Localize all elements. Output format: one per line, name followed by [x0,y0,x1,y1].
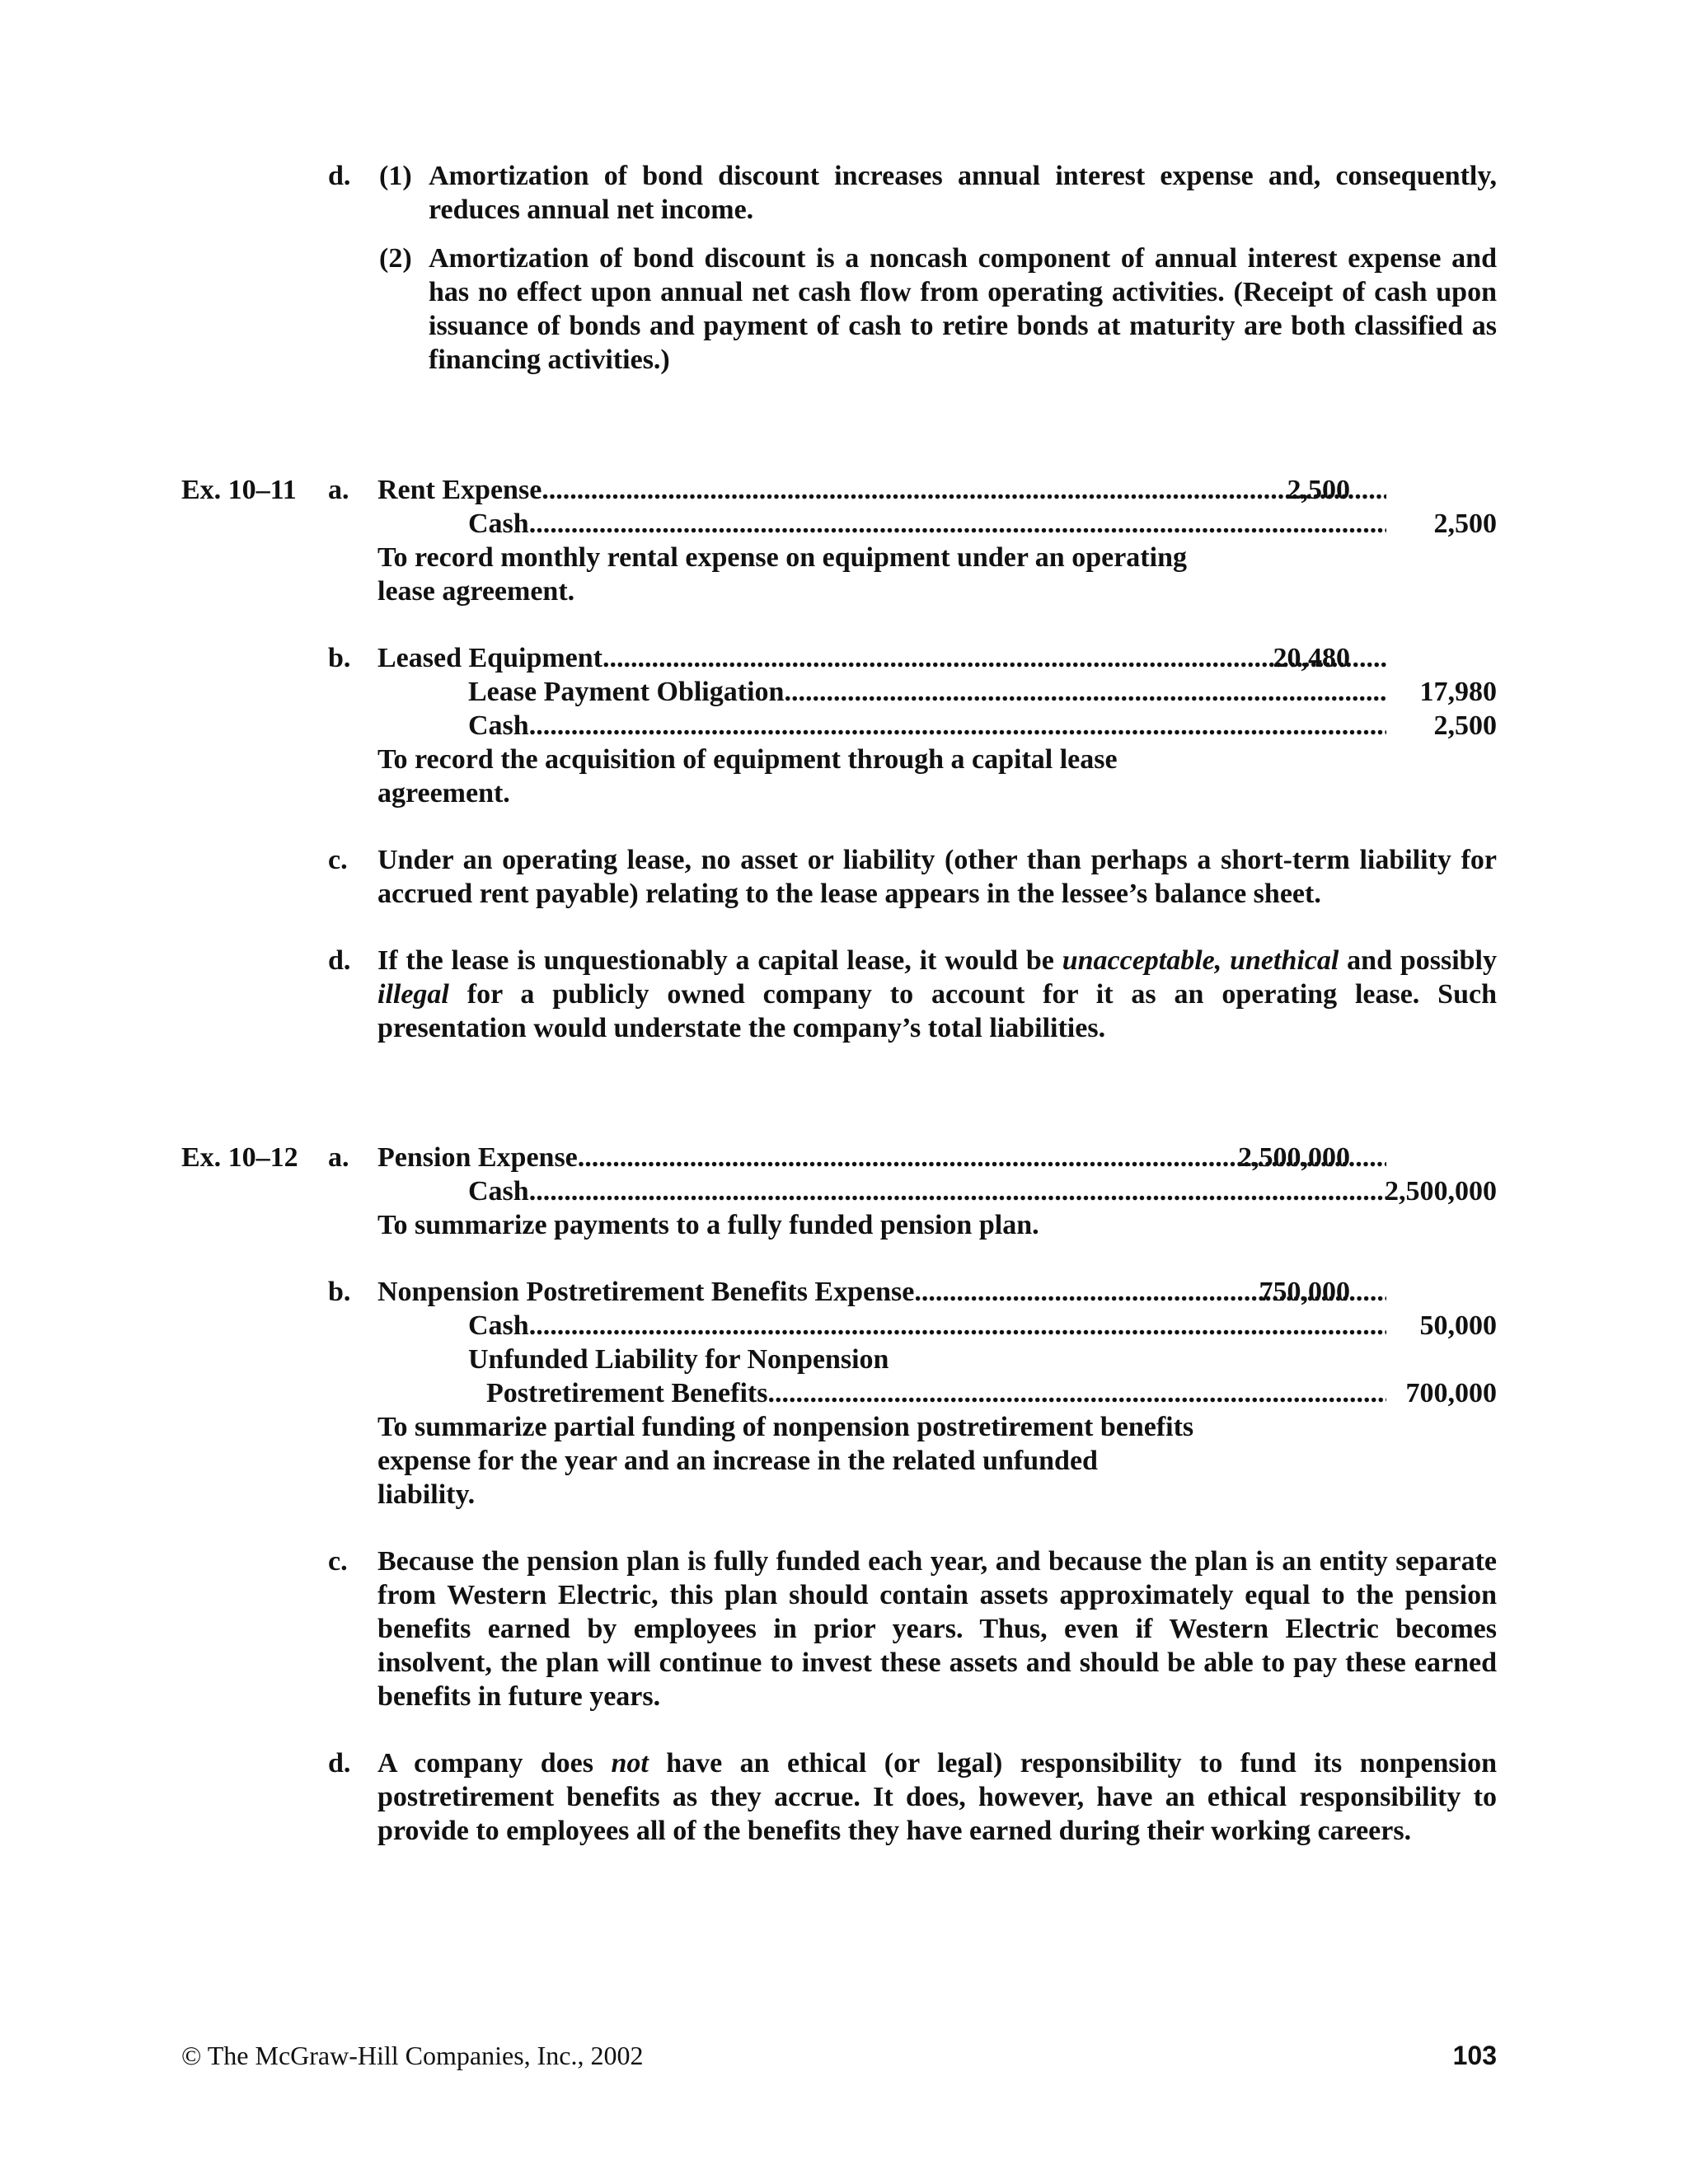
account-name: Cash ..... [468,709,1386,743]
emphasis-text: not [611,1748,649,1779]
exercise-label: Ex. 10–11 [181,475,297,505]
answer-paragraph: Under an operating lease, no asset or liability (other than perhaps a short-term liability for accrued rent payable) relating to the lease appears in the lessee’s balance sheet. [377,845,1497,909]
item-number: (1) [379,161,412,191]
exercise-label: Ex. 10–12 [181,1142,298,1173]
journal-memo: To record the acquisition of equipment through a capital lease agreement. [377,744,1118,808]
account-name: Pension Expense ..... [377,1141,1386,1174]
part-letter: d. [328,945,351,976]
credit-amount: 17,980 [1419,677,1497,707]
part-d-item-2 [328,241,1497,377]
ex-10-11-part-d [181,944,1497,1045]
ex-10-12-part-a [181,1141,1497,1242]
credit-amount: 2,500 [1433,509,1497,539]
journal-memo: To summarize partial funding of nonpension postretirement benefits expense for the year and an increase in the related unfunded liability. [377,1412,1194,1510]
part-letter: b. [328,643,351,673]
account-name: Leased Equipment ..... [377,641,1386,675]
journal-memo: To summarize payments to a fully funded pension plan. [377,1210,1039,1240]
debit-amount: 20,480 [1273,643,1350,673]
account-name: Cash ..... [468,507,1386,541]
journal-entry-row [181,1309,1497,1343]
credit-amount: 700,000 [1405,1378,1497,1408]
ex-10-11-part-b [181,641,1497,810]
page-number: 103 [1452,2041,1497,2070]
ex-10-12-part-b [181,1275,1497,1511]
debit-amount: 2,500,000 [1238,1142,1350,1173]
credit-amount: 2,500,000 [1385,1176,1497,1207]
answer-paragraph: A company does not have an ethical (or legal) responsibility to fund its nonpension postretirement benefits as they accrue. It does, however, have an ethical responsibility to provide to employees all of the benefits they have earned during their working careers. [377,1748,1498,1846]
journal-entry-row [181,1343,1497,1376]
part-d-bond-discount [328,159,1497,391]
debit-amount: 750,000 [1259,1277,1350,1307]
journal-entry-row [181,709,1497,743]
debit-amount: 2,500 [1287,475,1350,505]
item-text: Amortization of bond discount increases annual interest expense and, consequently, reduces annual net income. [429,161,1497,225]
part-letter: d. [328,1748,351,1779]
part-letter: b. [328,1277,351,1307]
journal-entry-row [181,1174,1497,1208]
part-d-item-1 [328,159,1497,227]
copyright-notice: © The McGraw-Hill Companies, Inc., 2002 [181,2041,644,2070]
account-name: Cash ..... [468,1174,1386,1208]
ex-10-11-part-c [181,843,1497,911]
part-letter: a. [328,475,349,505]
account-name: Rent Expense ..... [377,473,1386,507]
ex-10-11-part-a [181,473,1497,608]
ex-10-12-part-d [181,1746,1497,1848]
journal-entry-row [181,1141,1497,1174]
journal-entry-row [181,507,1497,541]
part-letter: c. [328,845,348,875]
account-name: Postretirement Benefits ..... [486,1376,1386,1410]
credit-amount: 50,000 [1419,1310,1497,1341]
journal-entry-row [181,1275,1497,1309]
journal-entry-row [181,473,1497,507]
emphasis-text: unacceptable, unethical [1062,945,1339,976]
ex-10-12-part-c [181,1544,1497,1713]
credit-amount: 2,500 [1433,710,1497,741]
account-name: Cash ..... [468,1309,1386,1343]
item-number: (2) [379,243,412,274]
emphasis-text: illegal [377,979,449,1010]
journal-memo: To record monthly rental expense on equipment under an operating lease agreement. [377,542,1187,607]
item-text: Amortization of bond discount is a noncash component of annual interest expense and has no effect upon annual net cash flow from operating activities. (Receipt of cash upon issuance of bonds and payment of cash to retire bonds at maturity are both classified as financing activities.) [429,243,1497,375]
account-name: Unfunded Liability for Nonpension [468,1344,889,1375]
exercise-10-12 [181,1141,1497,1848]
journal-entry-row [181,1376,1497,1410]
part-d-label: d. [328,161,351,191]
part-letter: c. [328,1546,348,1577]
answer-paragraph: Because the pension plan is fully funded each year, and because the plan is an entity separate from Western Electric, this plan should contain assets approximately equal to the pension benefits earned by employees in prior years. Thus, even if Western Electric becomes insolvent, the plan will continue to invest these assets and should be able to pay these earned benefits in future years. [377,1546,1497,1712]
journal-entry-row [181,675,1497,709]
answer-paragraph: If the lease is unquestionably a capital lease, it would be unacceptable, unethical and possibly illegal for a publicly owned company to account for it as an operating lease. Such presentation would understate the company’s total liabilities. [377,945,1497,1043]
account-name: Nonpension Postretirement Benefits Expense ..... [377,1275,1386,1309]
journal-entry-row [181,641,1497,675]
account-name: Lease Payment Obligation ..... [468,675,1386,709]
exercise-10-11 [181,473,1497,1045]
part-letter: a. [328,1142,349,1173]
